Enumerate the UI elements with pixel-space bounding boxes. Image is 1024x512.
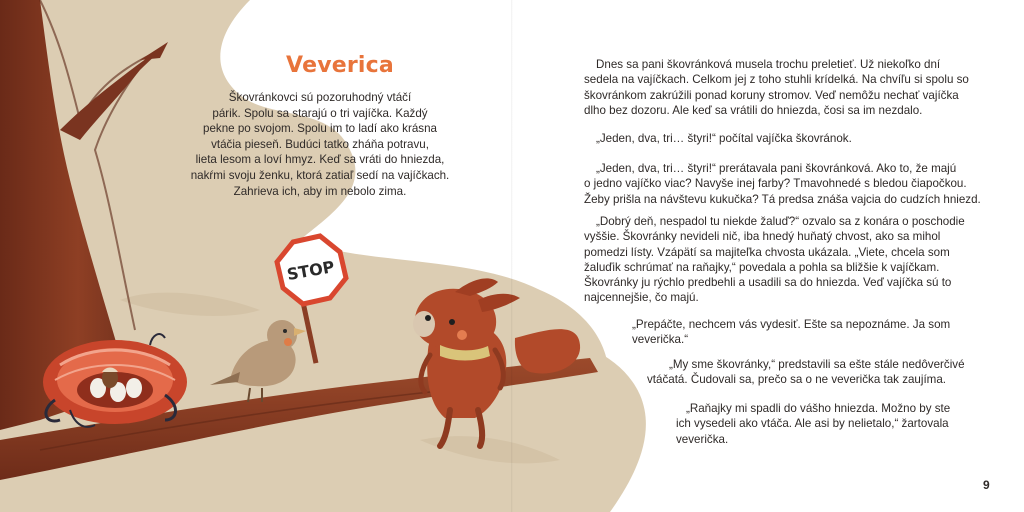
story-paragraph-5 [632,317,950,348]
story-line: veverička.“ [632,333,689,347]
story-line: vyššie. Škovránky nevideli nič, iba hnedý huňatý chvost, ako sa mihol [584,230,941,244]
intro-line: párik. Spolu sa starajú o tri vajíčka. Každý [212,106,428,120]
story-line: najcennejšie, čo majú. [584,291,699,305]
story-paragraph-3 [584,161,981,207]
story-line: pomedzi lísty. Vzápätí sa majiteľka chvosta ukázala. „Viete, chcela som [584,245,950,259]
egg [126,378,142,398]
intro-line: Škovránkovci sú pozoruhodný vtáčí [228,91,412,104]
intro-line: nakŕmi svoju ženku, ktorá zatiaľ sedí na vajíčkach. [190,168,450,182]
intro-paragraph [150,90,490,199]
story-line: o jedno vajíčko viac? Navyše inej farby? Tmavohnedé s bledou čiapočkou. [584,177,967,191]
story-line: Dnes sa pani škovránková musela trochu preletieť. Už niekoľko dní [596,58,941,71]
story-paragraph-1 [584,57,969,118]
stop-sign-text: STOP [285,257,336,285]
story-line: vtáčatá. Čudovali sa, prečo sa o ne veverička tak zaujíma. [647,373,947,387]
story-paragraph-7 [676,401,950,447]
story-title: Veverica [286,53,394,78]
story-line: škovránkom zakrúžili ponad koruny stromov. Veď nemôžu nechať vajíčka [584,88,959,102]
story-line: „Raňajky mi spadli do vášho hniezda. Možno by ste [686,402,951,415]
page-number: 9 [983,478,990,492]
story-line: „Prepáčte, nechcem vás vydesiť. Ešte sa nepoznáme. Ja som [632,318,951,331]
story-line: Žeby prišla na návštevu kukučka? Tá predsa znáša vajcia do cudzích hniezd. [584,192,981,206]
story-paragraph-2 [596,131,852,146]
story-paragraph-6 [647,357,965,388]
story-line: „My sme škovránky,“ predstavili sa ešte stále nedôverčivé [669,358,965,371]
story-line: ich vysedeli ako vtáča. Ale asi by nelietalo,“ žartovala [676,417,949,431]
story-line: „Jeden, dva, tri… štyri!“ počítal vajíčka škovránok. [596,132,852,145]
story-line: veverička. [676,432,729,446]
intro-line: vtáčia pieseň. Budúci tatko zháňa potravu, [211,137,429,151]
intro-line: Zahrieva ich, aby im nebolo zima. [233,184,407,198]
story-line: žaluďik schrúmať na raňajky,“ povedala a pohla sa bližšie k vajíčkam. [584,260,940,274]
intro-line: pekne po svojom. Spolu im to ladí ako krásna [203,122,437,136]
story-line: dlho bez dozoru. Ale keď sa vrátili do hniezda, čosi sa im nezdalo. [584,103,923,117]
story-line: sedela na vajíčkach. Celkom jej z toho stuhli krídelká. Na chvíľu si spolu so [584,73,969,87]
intro-line: lieta lesom a loví hmyz. Keď sa vráti do hniezda, [195,153,445,167]
story-line: „Dobrý deň, nespadol tu niekde žaluď?“ ozvalo sa z konára o poschodie [596,215,965,228]
book-gutter [511,0,513,512]
story-paragraph-4 [584,214,965,306]
story-line: „Jeden, dva, tri… štyri!“ prerátavala pani škovránková. Ako to, že majú [596,162,957,175]
story-line: Škovránky ju rýchlo predbehli a usadili sa do hniezda. Veď vajíčka sú to [584,276,952,290]
